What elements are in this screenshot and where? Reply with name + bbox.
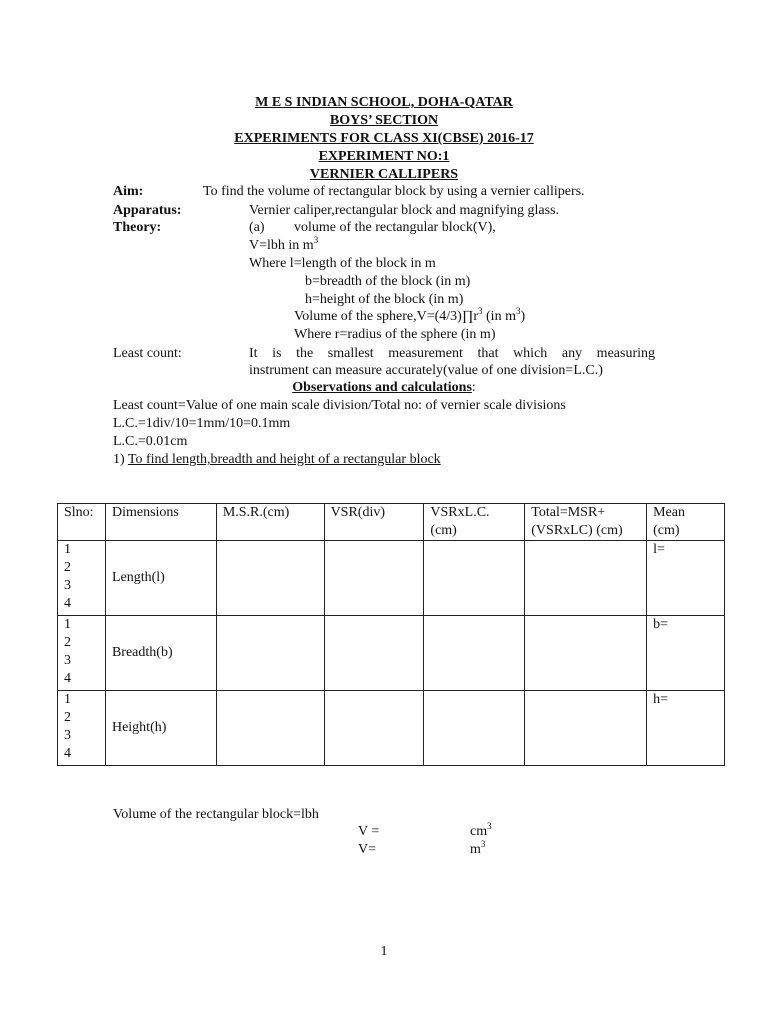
unit-m3: $m^3$	[470, 839, 486, 857]
serial-numbers: 1 2 3 4	[58, 541, 106, 616]
least-count-line2: instrument can measure accurately(value of one division=L.C.)	[249, 363, 603, 378]
theory-a-text: volume of the rectangular block(V),	[294, 220, 496, 235]
lc-value: L.C.=0.01cm	[113, 434, 188, 449]
serial-numbers: 1 2 3 4	[58, 616, 106, 691]
lc-calculation: L.C.=1div/10=1mm/10=0.1mm	[113, 416, 291, 431]
sphere-formula: Volume of the $sphere,V=(4/3)\prod r^3$ (in $m^3$)	[294, 306, 526, 324]
aim-text: To find the volume of rectangular block by using a vernier callipers.	[203, 184, 585, 199]
table-row-length	[58, 541, 725, 616]
msr-cell	[216, 616, 324, 691]
experiments-title: EXPERIMENTS FOR CLASS XI(CBSE) 2016-17	[234, 131, 534, 146]
table-row-height	[58, 691, 725, 766]
header-dimensions: Dimensions	[105, 504, 216, 541]
section-title: BOYS’ SECTION	[329, 113, 439, 128]
mean-length: l=	[647, 541, 725, 616]
vsr-cell	[324, 616, 424, 691]
mean-height: h=	[647, 691, 725, 766]
page-number: 1	[380, 944, 388, 959]
total-cell	[525, 541, 647, 616]
header-vsr: VSR(div)	[324, 504, 424, 541]
experiment-number: EXPERIMENT NO:1	[318, 149, 450, 164]
vsrxlc-cell	[424, 541, 525, 616]
header-vsrxlc: VSRxL.C. (cm)	[424, 504, 525, 541]
least-count-line1: It is the smallest measurement that which any measuring	[249, 346, 655, 361]
vsrxlc-cell	[424, 691, 525, 766]
header-mean: Mean (cm)	[647, 504, 725, 541]
apparatus-label: Apparatus:	[113, 203, 182, 218]
dimension-breadth: Breadth(b)	[105, 616, 216, 691]
total-cell	[525, 616, 647, 691]
volume-caption: Volume of the rectangular block=lbh	[113, 807, 319, 822]
where-breadth: b=breadth of the block (in m)	[305, 274, 471, 289]
msr-cell	[216, 691, 324, 766]
where-length: Where l=length of the block in m	[249, 256, 436, 271]
apparatus-text: Vernier caliper,rectangular block and magnifying glass.	[249, 203, 560, 218]
theory-a-marker: (a)	[249, 220, 265, 235]
vsrxlc-cell	[424, 616, 525, 691]
observations-heading: Observations and calculations:	[292, 380, 476, 395]
least-count-label: Least count:	[113, 346, 182, 361]
vsr-cell	[324, 541, 424, 616]
task-line: 1) To find length,breadth and height of a rectangular block	[113, 452, 441, 467]
volume-v-cm: V =	[358, 824, 380, 839]
header-slno: Slno:	[58, 504, 106, 541]
least-count-definition: Least count=Value of one main scale division/Total no: of vernier scale divisions	[113, 398, 566, 413]
mean-breadth: b=	[647, 616, 725, 691]
msr-cell	[216, 541, 324, 616]
dimension-length: Length(l)	[105, 541, 216, 616]
volume-formula: V=lbh in $m^3$	[249, 235, 319, 253]
total-cell	[525, 691, 647, 766]
observation-table	[57, 503, 725, 766]
header-total: Total=MSR+ (VSRxLC) (cm)	[525, 504, 647, 541]
aim-label: Aim:	[113, 184, 144, 199]
table-row-breadth	[58, 616, 725, 691]
vsr-cell	[324, 691, 424, 766]
experiment-title: VERNIER CALLIPERS	[309, 167, 459, 182]
serial-numbers: 1 2 3 4	[58, 691, 106, 766]
where-height: h=height of the block (in m)	[305, 292, 464, 307]
table-header-row	[58, 504, 725, 541]
school-name: M E S INDIAN SCHOOL, DOHA-QATAR	[255, 95, 513, 110]
volume-v-m: V=	[358, 842, 377, 857]
where-radius: Where r=radius of the sphere (in m)	[294, 327, 496, 342]
theory-label: Theory:	[113, 220, 162, 235]
header-msr: M.S.R.(cm)	[216, 504, 324, 541]
unit-cm3: $cm^3$	[470, 821, 492, 839]
dimension-height: Height(h)	[105, 691, 216, 766]
